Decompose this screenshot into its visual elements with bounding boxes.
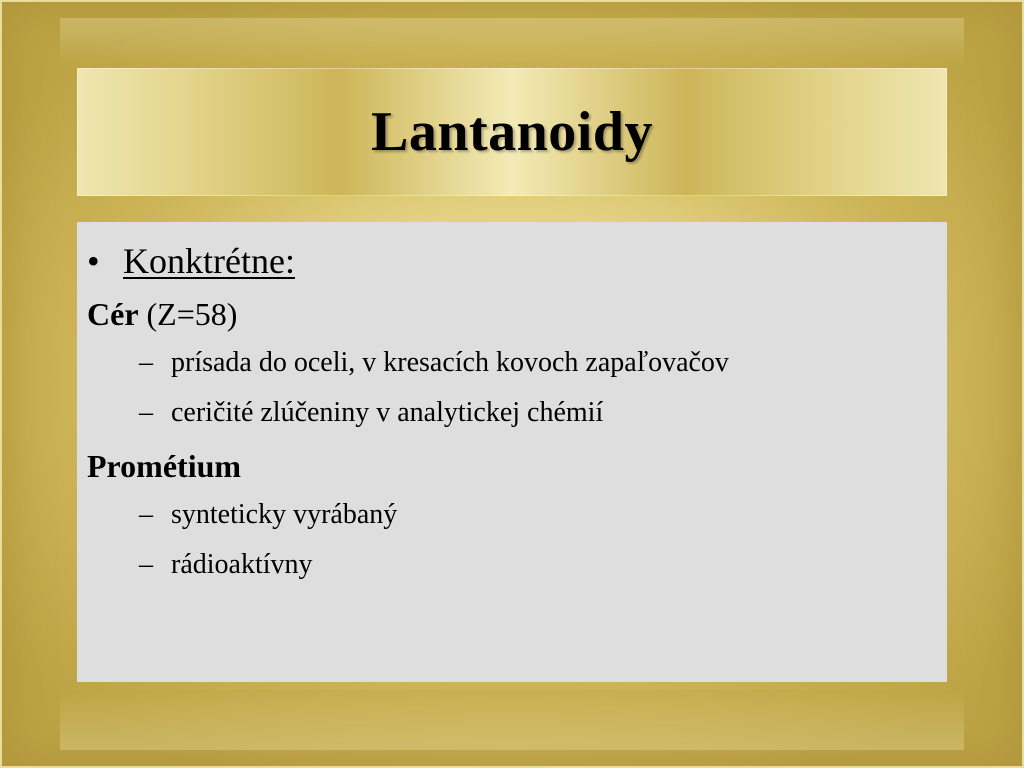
list-item bbox=[77, 338, 947, 388]
list-item bbox=[77, 388, 947, 438]
list-item-text: rádioaktívny bbox=[171, 549, 313, 580]
slide-title: Lantanoidy bbox=[371, 101, 653, 163]
list-item-text: ceričité zlúčeniny v analytickej chémií bbox=[171, 397, 604, 428]
dash-icon: – bbox=[139, 499, 153, 530]
title-panel bbox=[77, 68, 947, 196]
dash-icon: – bbox=[139, 397, 153, 428]
list-item-text: synteticky vyrábaný bbox=[171, 499, 398, 530]
bullet-heading: Konktrétne: bbox=[123, 241, 295, 281]
frame-band-bottom bbox=[60, 690, 964, 750]
list-item bbox=[77, 540, 947, 590]
bullet-icon: • bbox=[87, 241, 100, 281]
dash-icon: – bbox=[139, 549, 153, 580]
list-item bbox=[77, 490, 947, 540]
list-item-text: prísada do oceli, v kresacích kovoch zapaľovačov bbox=[171, 347, 729, 378]
section-note: (Z=58) bbox=[146, 296, 238, 332]
section-name: Prométium bbox=[87, 448, 242, 484]
section-heading-cer bbox=[77, 290, 947, 338]
dash-icon: – bbox=[139, 347, 153, 378]
content-panel bbox=[77, 222, 947, 682]
section-name: Cér bbox=[87, 296, 139, 332]
section-heading-prometium bbox=[77, 442, 947, 490]
frame-band-top bbox=[60, 18, 964, 68]
bullet-heading-line bbox=[77, 236, 947, 286]
